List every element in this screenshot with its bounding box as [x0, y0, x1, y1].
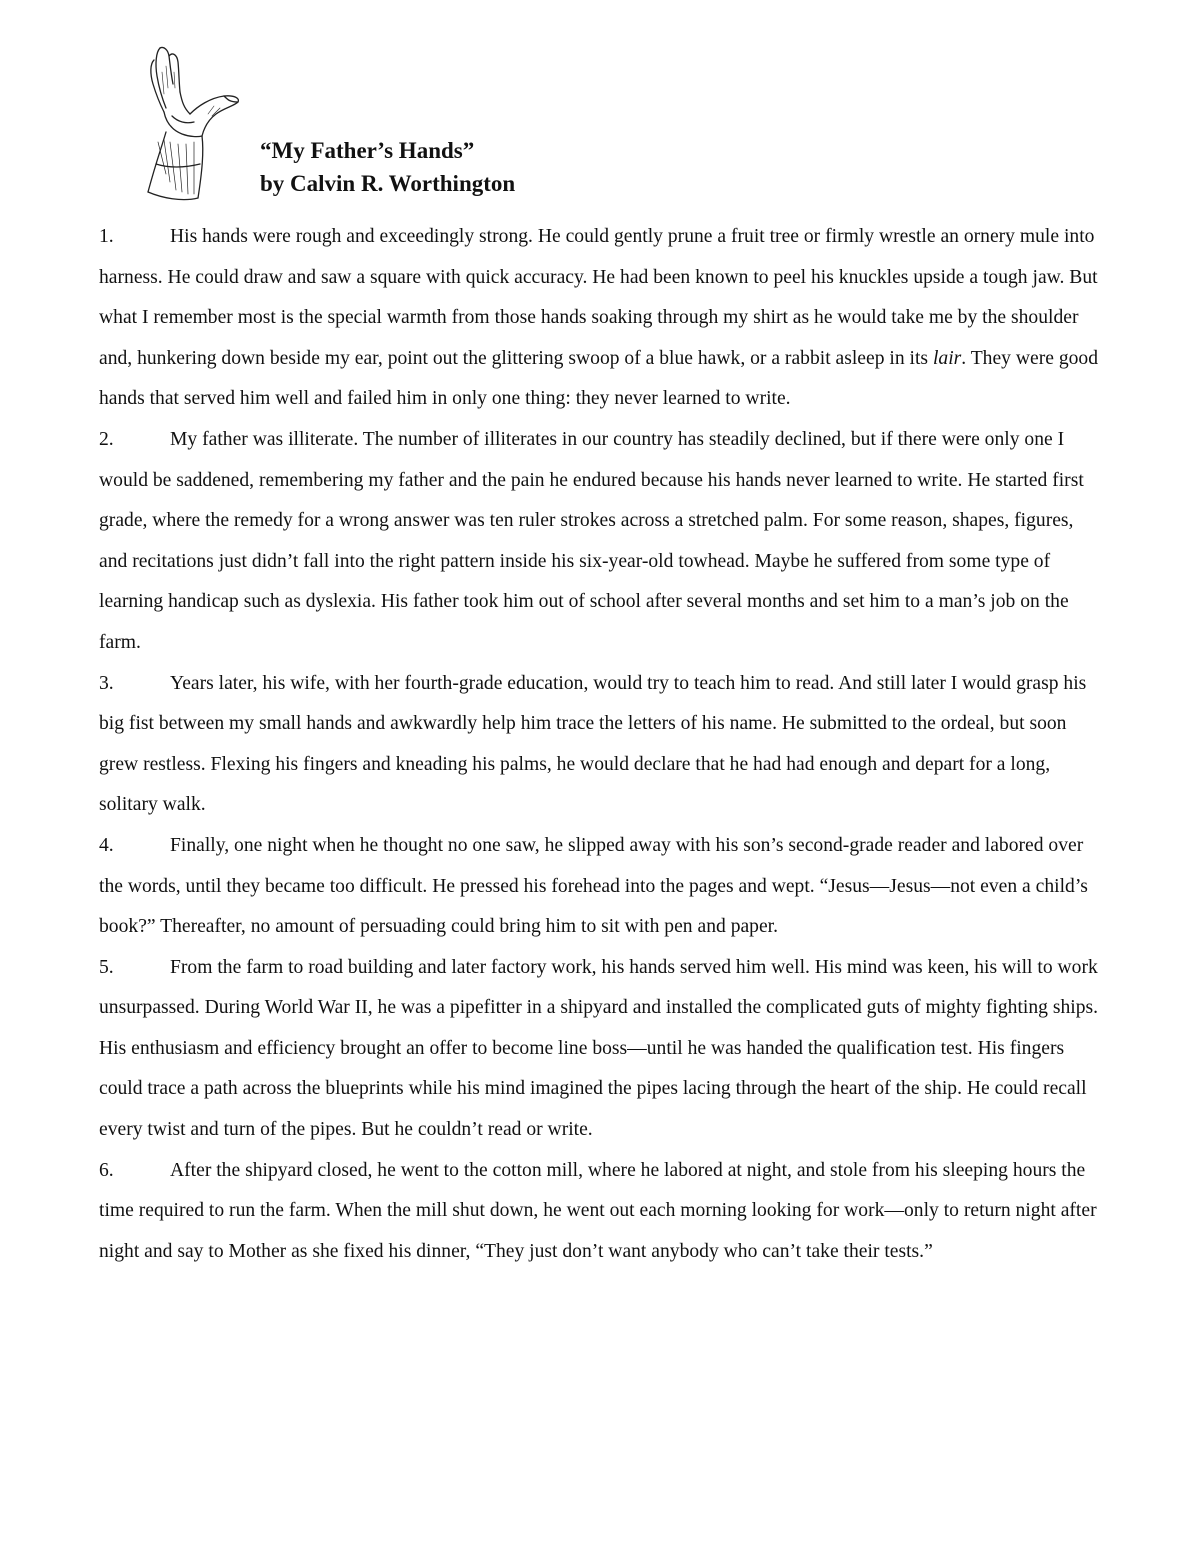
- paragraph-number: 2.: [99, 428, 114, 450]
- paragraph-6: [99, 1151, 1103, 1273]
- essay-body: [99, 217, 1103, 1272]
- paragraph-text: After the shipyard closed, he went to the cotton mill, where he labored at night, and stole from his sleeping hours the time required to run the farm. When the mill shut down, he went out each morning looking for work—only to return night after night and say to Mother as she fixed his dinner, “They just don’t want anybody who can’t take their tests.”: [99, 1159, 1097, 1262]
- paragraph-number: 6.: [99, 1159, 114, 1181]
- paragraph-text: . They were good hands that served him well and failed him in only one thing: they never learned to write.: [99, 347, 1099, 410]
- paragraph-4: [99, 826, 1103, 948]
- title-block: [260, 134, 515, 200]
- paragraph-number: 4.: [99, 834, 114, 856]
- paragraph-number: 1.: [99, 226, 114, 247]
- document-title: “My Father’s Hands”: [260, 138, 475, 163]
- paragraph-number: 5.: [99, 956, 114, 978]
- paragraph-number: 3.: [99, 672, 114, 694]
- paragraph-text: Years later, his wife, with her fourth-grade education, would try to teach him to read. And still later I would grasp his big fist between my small hands and awkwardly help him trace the letters of his name. He submitted to the ordeal, but soon grew restless. Flexing his fingers and kneading his palms, he would declare that he had had enough and depart for a long, solitary walk.: [99, 672, 1087, 816]
- paragraph-1: [99, 217, 1103, 420]
- paragraph-text: From the farm to road building and later factory work, his hands served him well. His mind was keen, his will to work unsurpassed. During World War II, he was a pipefitter in a shipyard and installed the complicated guts of mighty fighting ships. His enthusiasm and efficiency brought an offer to become line boss—until he was handed the qualification test. His fingers could trace a path across the blueprints while his mind imagined the pipes lacing through the heart of the ship. He could recall every twist and turn of the pipes. But he couldn’t read or write.: [99, 956, 1099, 1141]
- paragraph-2: [99, 420, 1103, 664]
- paragraph-text: Finally, one night when he thought no one saw, he slipped away with his son’s second-grade reader and labored over the words, until they became too difficult. He pressed his forehead into the pages and wept. “Jesus—Jesus—not even a child’s book?” Thereafter, no amount of persuading could bring him to sit with pen and paper.: [99, 834, 1088, 938]
- paragraph-text: His hands were rough and exceedingly strong. He could gently prune a fruit tree or firmly wrestle an ornery mule into harness. He could draw and saw a square with quick accuracy. He had been known to peel his knuckles upside a tough jaw. But what I remember most is the special warmth from those hands soaking through my shirt as he would take me by the shoulder and, hunkering down beside my ear, point out the glittering swoop of a blue hawk, or a rabbit asleep in its: [99, 226, 1098, 369]
- paragraph-text: My father was illiterate. The number of illiterates in our country has steadily declined, but if there were only one I would be saddened, remembering my father and the pain he endured because his hands never learned to write. He started first grade, where the remedy for a wrong answer was ten ruler strokes across a stretched palm. For some reason, shapes, figures, and recitations just didn’t fall into the right pattern inside his six-year-old towhead. Maybe he suffered from some type of learning handicap such as dyslexia. His father took him out of school after several months and set him to a man’s job on the farm.: [99, 428, 1084, 653]
- document-byline: by Calvin R. Worthington: [260, 171, 516, 196]
- paragraph-3: [99, 664, 1103, 826]
- hand-drawing-icon: [138, 42, 248, 210]
- italic-word: lair: [932, 347, 962, 369]
- paragraph-5: [99, 948, 1103, 1151]
